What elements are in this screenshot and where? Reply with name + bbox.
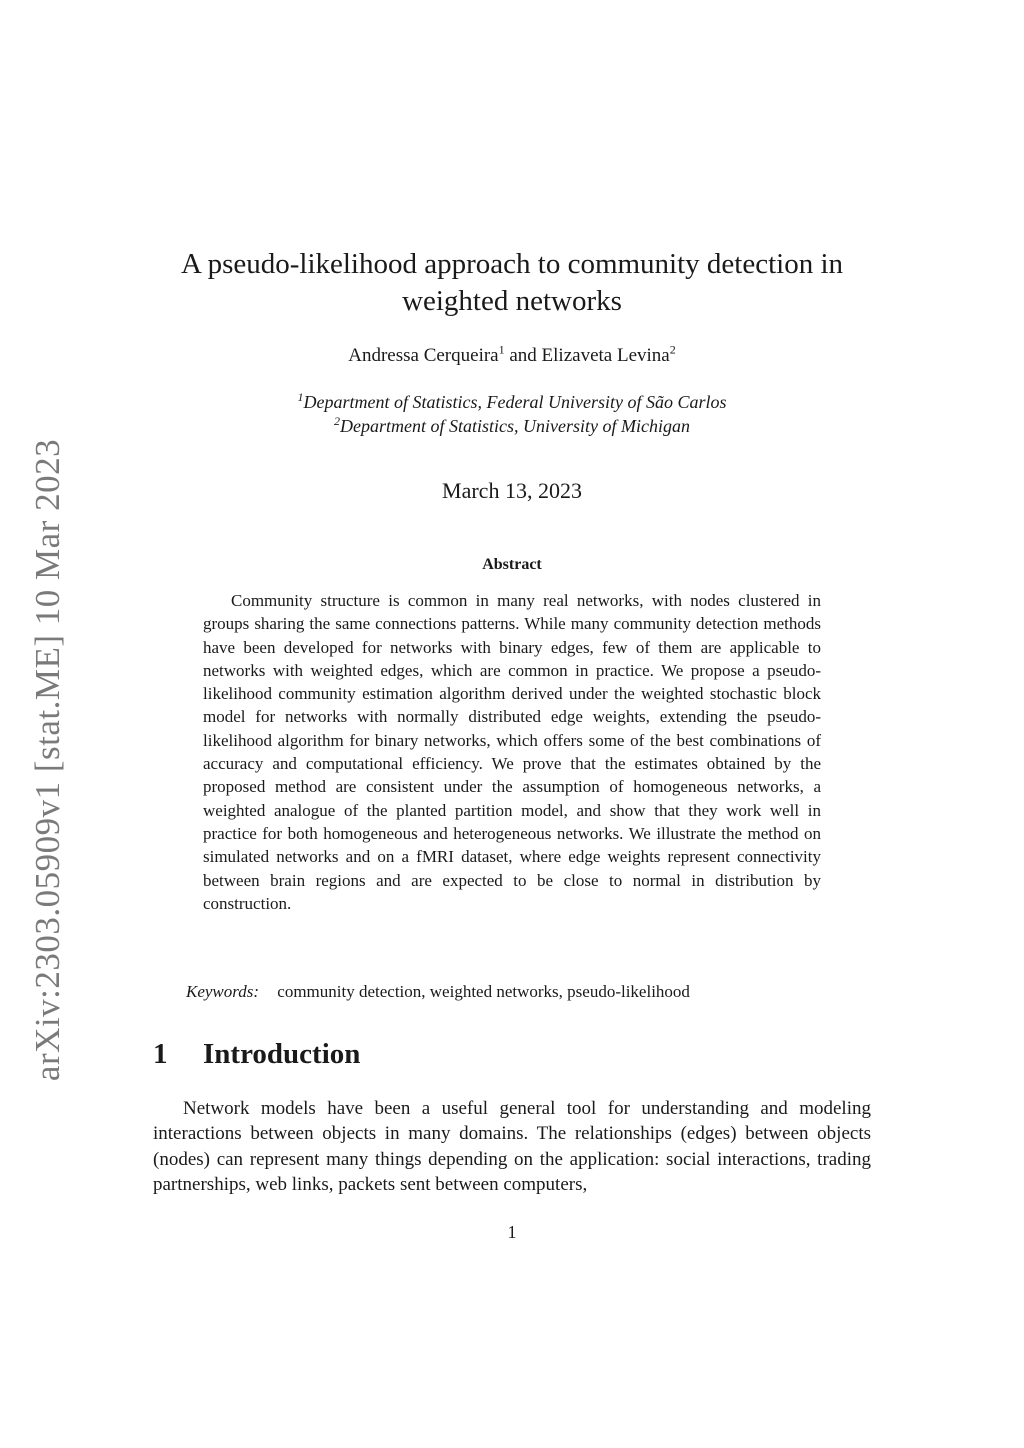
paper-date: March 13, 2023 [442, 478, 582, 503]
affiliation-text: Department of Statistics, Federal University of São Carlos [303, 392, 727, 412]
arxiv-side-stamp [18, 440, 78, 1080]
abstract-text: Community structure is common in many real networks, with nodes clustered in groups sharing the same connections patterns. While many community detection methods have been developed for networks with binary edges, few of them are applicable to networks with weighted edges, which are common in practice. We propose a pseudo-likelihood community estimation algorithm derived under the weighted stochastic block model for networks with normally distributed edge weights, extending the pseudo-likelihood algorithm for binary networks, which offers some of the best combinations of accuracy and computational efficiency. We prove that the estimates obtained by the proposed method are consistent under the assumption of homogeneous networks, a weighted analogue of the planted partition model, and show that they work well in practice for both homogeneous and heterogeneous networks. We illustrate the method on simulated networks and on a fMRI dataset, where edge weights represent connectivity between brain regions and are expected to be close to normal in distribution by construction. [203, 591, 821, 913]
paper-title: A pseudo-likelihood approach to community detection in weighted networks [180, 248, 844, 317]
section-number: 1 [153, 1038, 168, 1070]
affiliation-mark: 2 [334, 414, 341, 428]
arxiv-identifier[interactable]: arXiv:2303.05909v1 [stat.ME] 10 Mar 2023 [28, 438, 67, 1082]
author-list [150, 342, 874, 367]
affiliation-1 [150, 392, 874, 413]
page-number: 1 [507, 1222, 517, 1242]
author-name: Elizaveta Levina [541, 345, 670, 366]
author-connector: and [504, 345, 542, 366]
affiliation-mark: 1 [297, 390, 304, 404]
keywords-label: Keywords: [186, 982, 260, 1001]
abstract-heading: Abstract [482, 556, 542, 573]
section-heading-introduction [153, 1038, 360, 1071]
affiliation-mark: 2 [669, 342, 676, 357]
author-name: Andressa Cerqueira [348, 345, 499, 366]
keywords-line [186, 982, 846, 1002]
introduction-paragraph: Network models have been a useful general tool for understanding and modeling interactions between objects in many domains. The relationships (edges) between objects (nodes) can represent many things depending on the application: social interactions, trading partnerships, web links, packets sent between computers, [153, 1098, 871, 1195]
affiliation-mark: 1 [498, 342, 505, 357]
section-title: Introduction [203, 1038, 361, 1070]
affiliation-2 [150, 416, 874, 437]
affiliation-text: Department of Statistics, University of Michigan [340, 416, 690, 436]
keywords-text: community detection, weighted networks, pseudo-likelihood [277, 982, 690, 1001]
